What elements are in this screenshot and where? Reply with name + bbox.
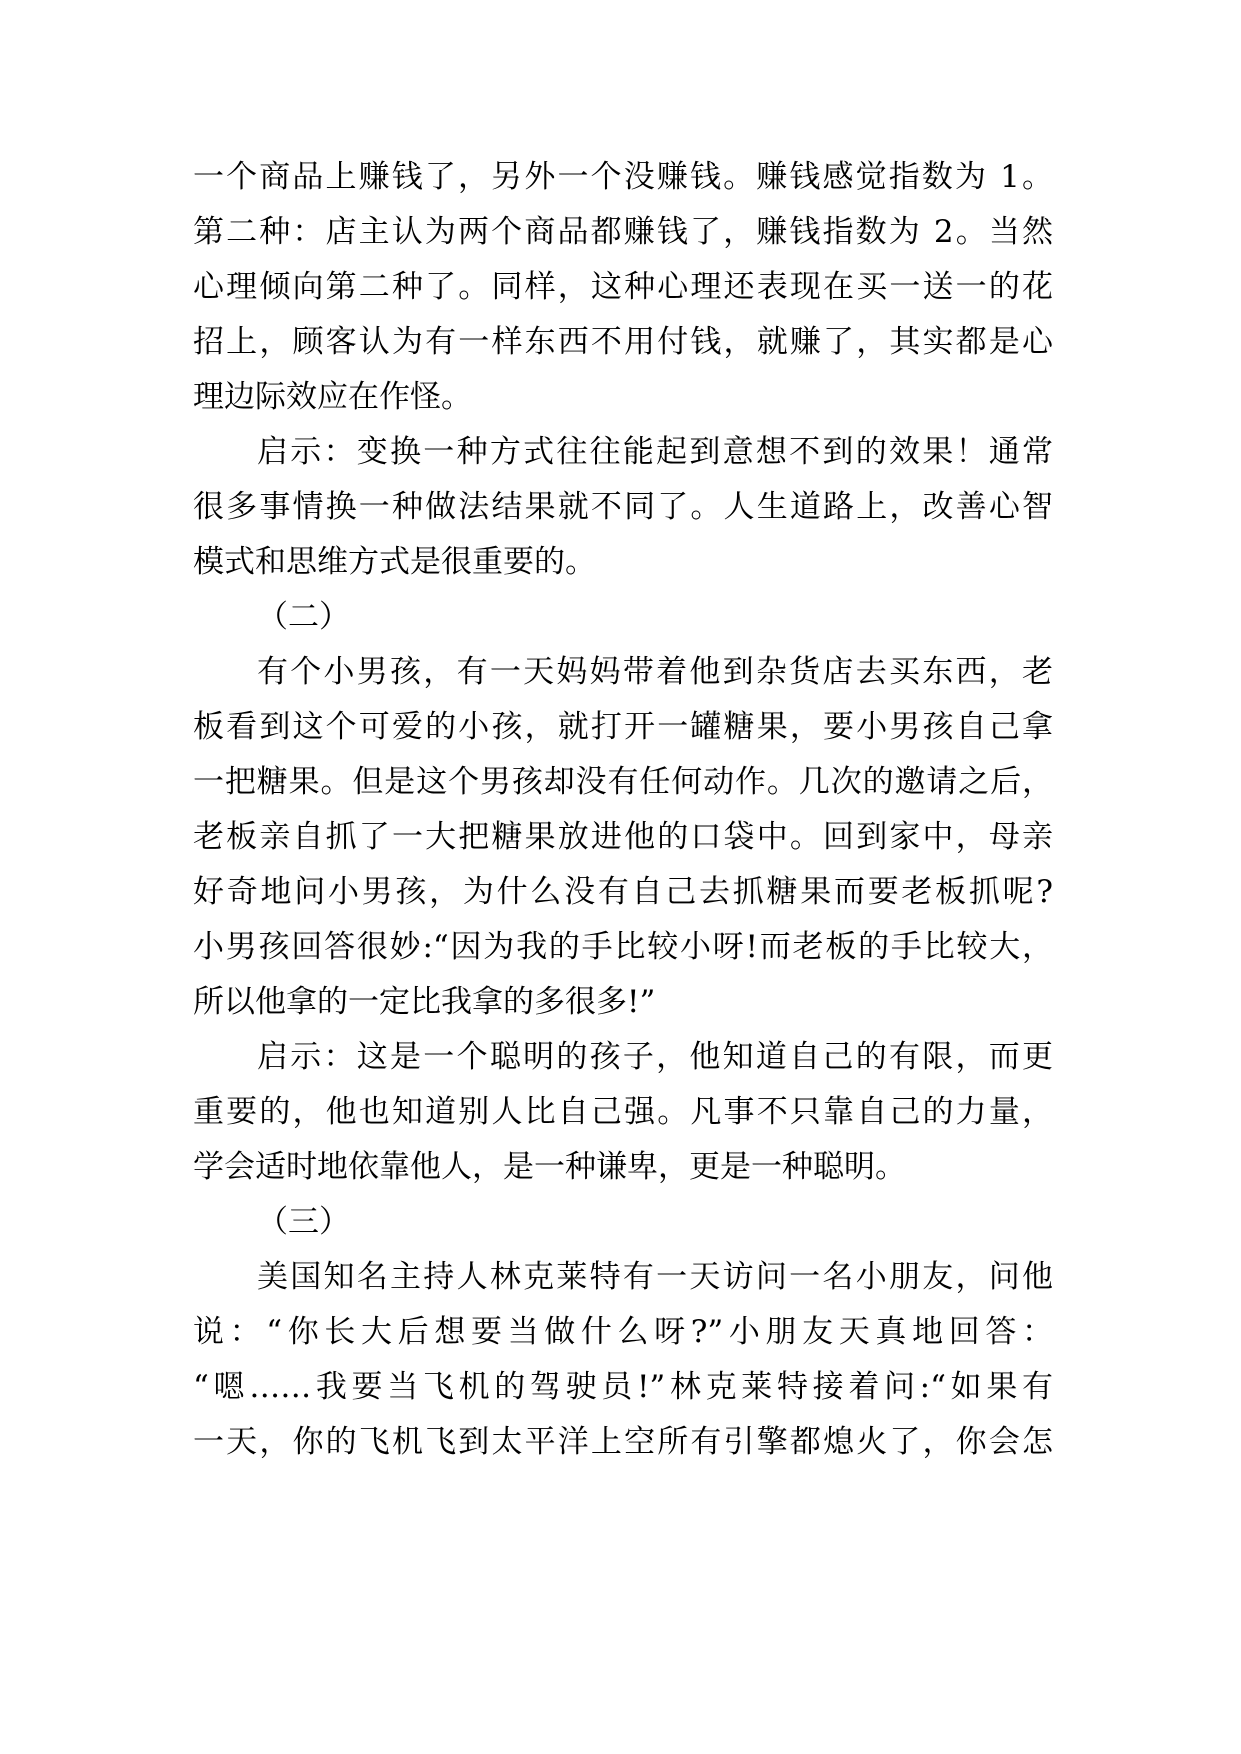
text-line: 美国知名主持人林克莱特有一天访问一名小朋友，问他	[257, 1259, 1053, 1295]
text-line: 很多事情换一种做法结果就不同了。人生道路上，改善心智	[193, 489, 1053, 525]
text-line: 一把糖果。但是这个男孩却没有任何动作。几次的邀请之后，	[193, 764, 1053, 800]
text-line: 启示：这是一个聪明的孩子，他知道自己的有限，而更	[257, 1039, 1053, 1075]
text-line: 一天，你的飞机飞到太平洋上空所有引擎都熄火了，你会怎	[193, 1424, 1053, 1460]
text-line: 启示：变换一种方式往往能起到意想不到的效果！通常	[257, 434, 1053, 470]
section-heading: （二）	[257, 599, 350, 635]
text-line: 学会适时地依靠他人，是一种谦卑，更是一种聪明。	[193, 1149, 906, 1185]
text-line: 小男孩回答很妙:“因为我的手比较小呀!而老板的手比较大，	[193, 929, 1053, 965]
text-line: 老板亲自抓了一大把糖果放进他的口袋中。回到家中，母亲	[193, 819, 1053, 855]
text-line: 一个商品上赚钱了，另外一个没赚钱。赚钱感觉指数为 1。	[193, 159, 1053, 195]
text-line: 理边际效应在作怪。	[193, 379, 472, 415]
text-line: 心理倾向第二种了。同样，这种心理还表现在买一送一的花	[193, 269, 1053, 305]
text-line: 说：“你长大后想要当做什么呀?”小朋友天真地回答：	[193, 1314, 1053, 1350]
text-line: 所以他拿的一定比我拿的多很多!”	[193, 984, 656, 1020]
text-line: 第二种：店主认为两个商品都赚钱了，赚钱指数为 2。当然	[193, 214, 1053, 250]
text-line: “嗯……我要当飞机的驾驶员!”林克莱特接着问:“如果有	[193, 1369, 1053, 1405]
section-heading: （三）	[257, 1204, 350, 1240]
text-line: 招上，顾客认为有一样东西不用付钱，就赚了，其实都是心	[193, 324, 1053, 360]
text-line: 模式和思维方式是很重要的。	[193, 544, 596, 580]
text-line: 好奇地问小男孩，为什么没有自己去抓糖果而要老板抓呢?	[193, 874, 1053, 910]
text-line: 重要的，他也知道别人比自己强。凡事不只靠自己的力量，	[193, 1094, 1053, 1130]
text-line: 有个小男孩，有一天妈妈带着他到杂货店去买东西，老	[257, 654, 1053, 690]
text-line: 板看到这个可爱的小孩，就打开一罐糖果，要小男孩自己拿	[193, 709, 1053, 745]
